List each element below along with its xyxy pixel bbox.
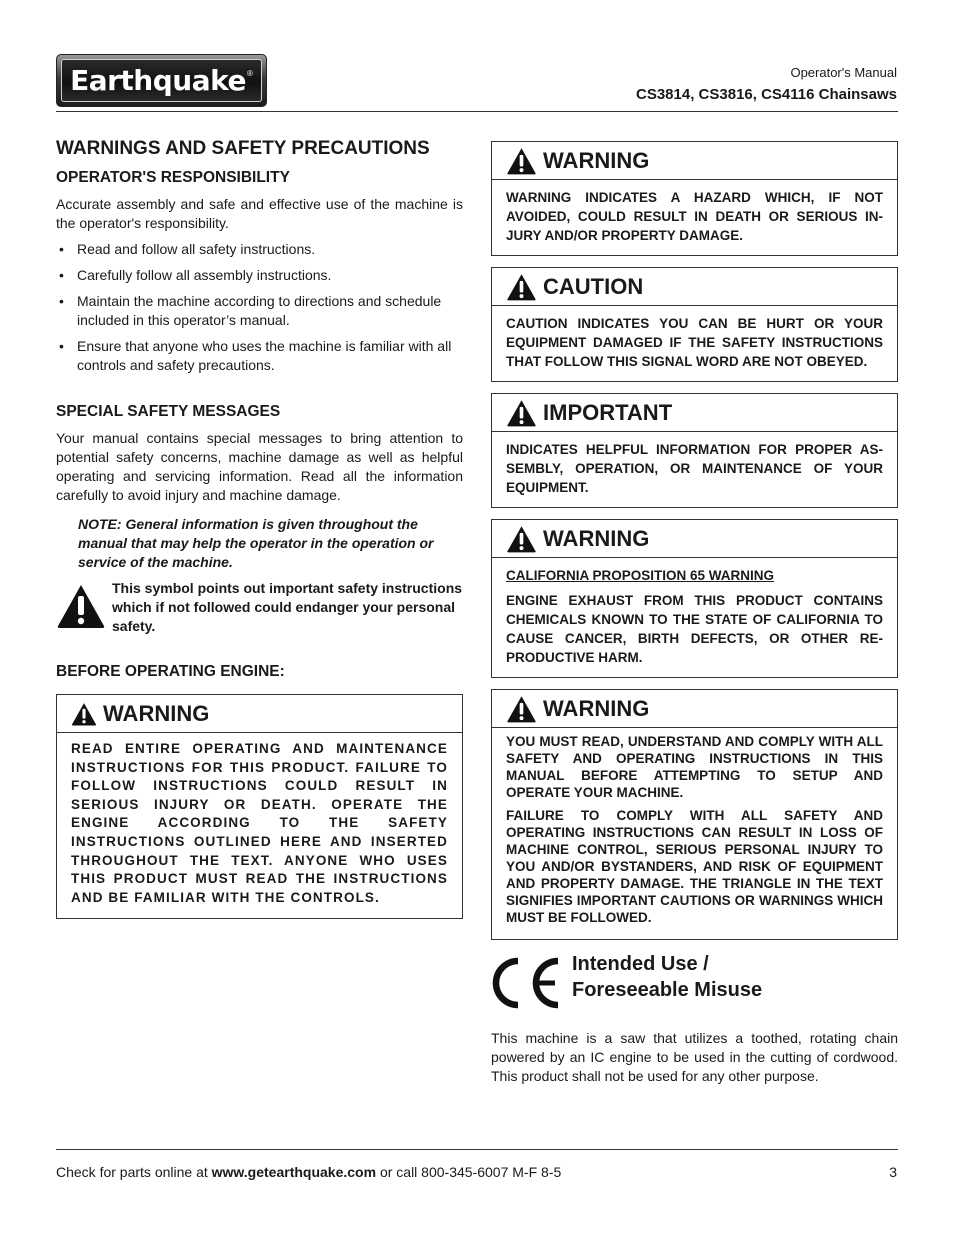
safety-symbol-text: This symbol points out important safety instructions which if not followed could endanger your personal safety. — [112, 580, 463, 634]
logo-text: Earthquake — [70, 64, 246, 97]
operating-warning-box — [491, 689, 898, 940]
box-title: CAUTION — [543, 274, 644, 299]
caution-box — [491, 267, 898, 382]
special-safety-text: Your manual contains special messages to bring attention to potential safety concerns, machine damage as well as helpful operating and servicing information. Read all the information carefully to avoid injury and machine damage. — [56, 430, 463, 503]
box-header — [57, 695, 462, 733]
left-column — [56, 138, 463, 919]
header-divider — [56, 111, 898, 112]
warning-triangle-icon — [506, 525, 537, 553]
intended-use-text: This machine is a saw that utilizes a toothed, rotating chain powered by an IC engine to be used in the cutting of cordwood. This product shall not be used for any other purpose. — [491, 1030, 898, 1084]
bullet-dot: • — [59, 293, 64, 309]
box-title: WARNING — [543, 526, 650, 551]
page-number: 3 — [889, 1164, 897, 1180]
logo-plate — [61, 59, 262, 102]
header-models: CS3814, CS3816, CS4116 Chainsaws — [636, 86, 897, 103]
box-text: READ ENTIRE OPERATING AND MAINTENANCE INSTRUCTIONS FOR THIS PRODUCT. FAILURE TO FOLLOW INSTRUCTIONS COULD RESULT IN SERIOUS INJURY OR DEATH. OPERATE THE ENGINE ACCORDING TO THE SAFETY INSTRUCTIONS OUTLINED HERE AND INSERTED THROUGHOUT THE TEXT. ANYONE WHO USES THIS PRODUCT MUST READ THE INSTRUCTIONS AND BE FAMILIAR WITH THE CONTROLS. — [71, 741, 448, 905]
right-column — [491, 141, 898, 1086]
prop65-warning-box — [491, 519, 898, 678]
box-header — [492, 690, 897, 728]
box-header — [492, 268, 897, 306]
header-manual-label: Operator's Manual — [790, 65, 897, 80]
safety-symbol-row — [56, 579, 463, 636]
warning-triangle-icon — [56, 583, 112, 636]
warning-triangle-icon — [506, 273, 537, 301]
box-text: FAILURE TO COMPLY WITH ALL SAFETY AND OPERATING INSTRUCTIONS CAN RESULT IN LOSS OF MACHINE CONTROL, SERIOUS PERSONAL INJURY TO YOU AND/OR BYSTANDERS, AND RISK OF EQUIPMENT AND PROPERTY DAMAGE. THE TRIANGLE IN THE TEXT SIGNIFIES IMPORTANT CAUTIONS OR WARNINGS WHICH MUST BE FOLLOWED. — [506, 808, 883, 925]
box-title: WARNING — [103, 701, 210, 726]
bullet-dot: • — [59, 241, 64, 257]
list-item: • Maintain the machine according to directions and schedule included in this operator’s manual. — [59, 293, 442, 328]
box-title: IMPORTANT — [543, 400, 673, 425]
bullet-dot: • — [59, 267, 64, 283]
special-safety-heading: SPECIAL SAFETY MESSAGES — [56, 403, 281, 420]
intended-use-title: Intended Use / Foreseeable Misuse — [572, 953, 763, 1001]
footer-text: Check for parts online at www.getearthquake.com or call 800-345-6007 M-F 8-5 — [56, 1164, 562, 1180]
earthquake-logo — [56, 54, 267, 107]
box-body — [492, 558, 897, 677]
operator-responsibility-heading: OPERATOR'S RESPONSIBILITY — [56, 169, 290, 186]
list-item: • Read and follow all safety instructions. — [59, 241, 316, 257]
operator-intro: Accurate assembly and safe and effective use of the machine is the operator's responsibility. — [56, 196, 463, 231]
footer-divider — [56, 1149, 898, 1150]
box-header — [492, 520, 897, 558]
box-text: CAUTION INDICATES YOU CAN BE HURT OR YOUR EQUIPMENT DAMAGED IF THE SAFETY INSTRUCTIONS THAT FOLLOW THIS SIGNAL WORD ARE NOT OBEYED. — [506, 316, 883, 369]
box-text: YOU MUST READ, UNDERSTAND AND COMPLY WITH ALL SAFETY AND OPERATING INSTRUCTIONS IN THIS MANUAL BEFORE ATTEMPTING TO SETUP AND OPERATE YOUR MACHINE. — [506, 734, 883, 800]
box-text: ENGINE EXHAUST FROM THIS PRODUCT CONTAINS CHEMICALS KNOWN TO THE STATE OF CALIFORNIA TO CAUSE CANCER, BIRTH DEFECTS, OR OTHER REPRODUCTIVE HARM. — [506, 593, 883, 665]
prop65-subtitle: CALIFORNIA PROPOSITION 65 WARNING — [506, 568, 775, 583]
logo-registered-mark: ® — [246, 69, 253, 78]
list-item: • Ensure that anyone who uses the machine is familiar with all controls and safety precautions. — [59, 338, 452, 373]
before-operating-heading: BEFORE OPERATING ENGINE: — [56, 663, 285, 680]
footer-url-link[interactable]: www.getearthquake.com — [211, 1164, 377, 1180]
box-header — [492, 394, 897, 432]
box-title: WARNING — [543, 148, 650, 173]
warning-triangle-icon — [506, 695, 537, 723]
operator-bullet-list — [56, 240, 463, 375]
box-text: WARNING INDICATES A HAZARD WHICH, IF NOT AVOIDED, COULD RESULT IN DEATH OR SERIOUS INJURY AND/OR PROPERTY DAMAGE. — [506, 190, 883, 243]
bullet-dot: • — [59, 338, 64, 354]
warning-box-before-operating — [56, 694, 463, 919]
important-box — [491, 393, 898, 508]
box-title: WARNING — [543, 696, 650, 721]
box-body — [492, 728, 897, 939]
section-title: WARNINGS AND SAFETY PRECAUTIONS — [56, 138, 430, 159]
ce-mark-icon — [491, 955, 561, 1011]
intended-use-header — [491, 951, 898, 1011]
box-text: INDICATES HELPFUL INFORMATION FOR PROPER ASSEMBLY, OPERATION, OR MAINTENANCE OF YOUR EQUIPMENT. — [506, 442, 883, 495]
warning-box-definition — [491, 141, 898, 256]
list-item: • Carefully follow all assembly instructions. — [59, 267, 332, 283]
general-note: NOTE: General information is given throughout the manual that may help the operator in the operation or service of the machine. — [78, 516, 434, 570]
warning-triangle-icon — [71, 702, 97, 726]
box-header — [492, 142, 897, 180]
warning-triangle-icon — [506, 399, 537, 427]
warning-triangle-icon — [506, 147, 537, 175]
